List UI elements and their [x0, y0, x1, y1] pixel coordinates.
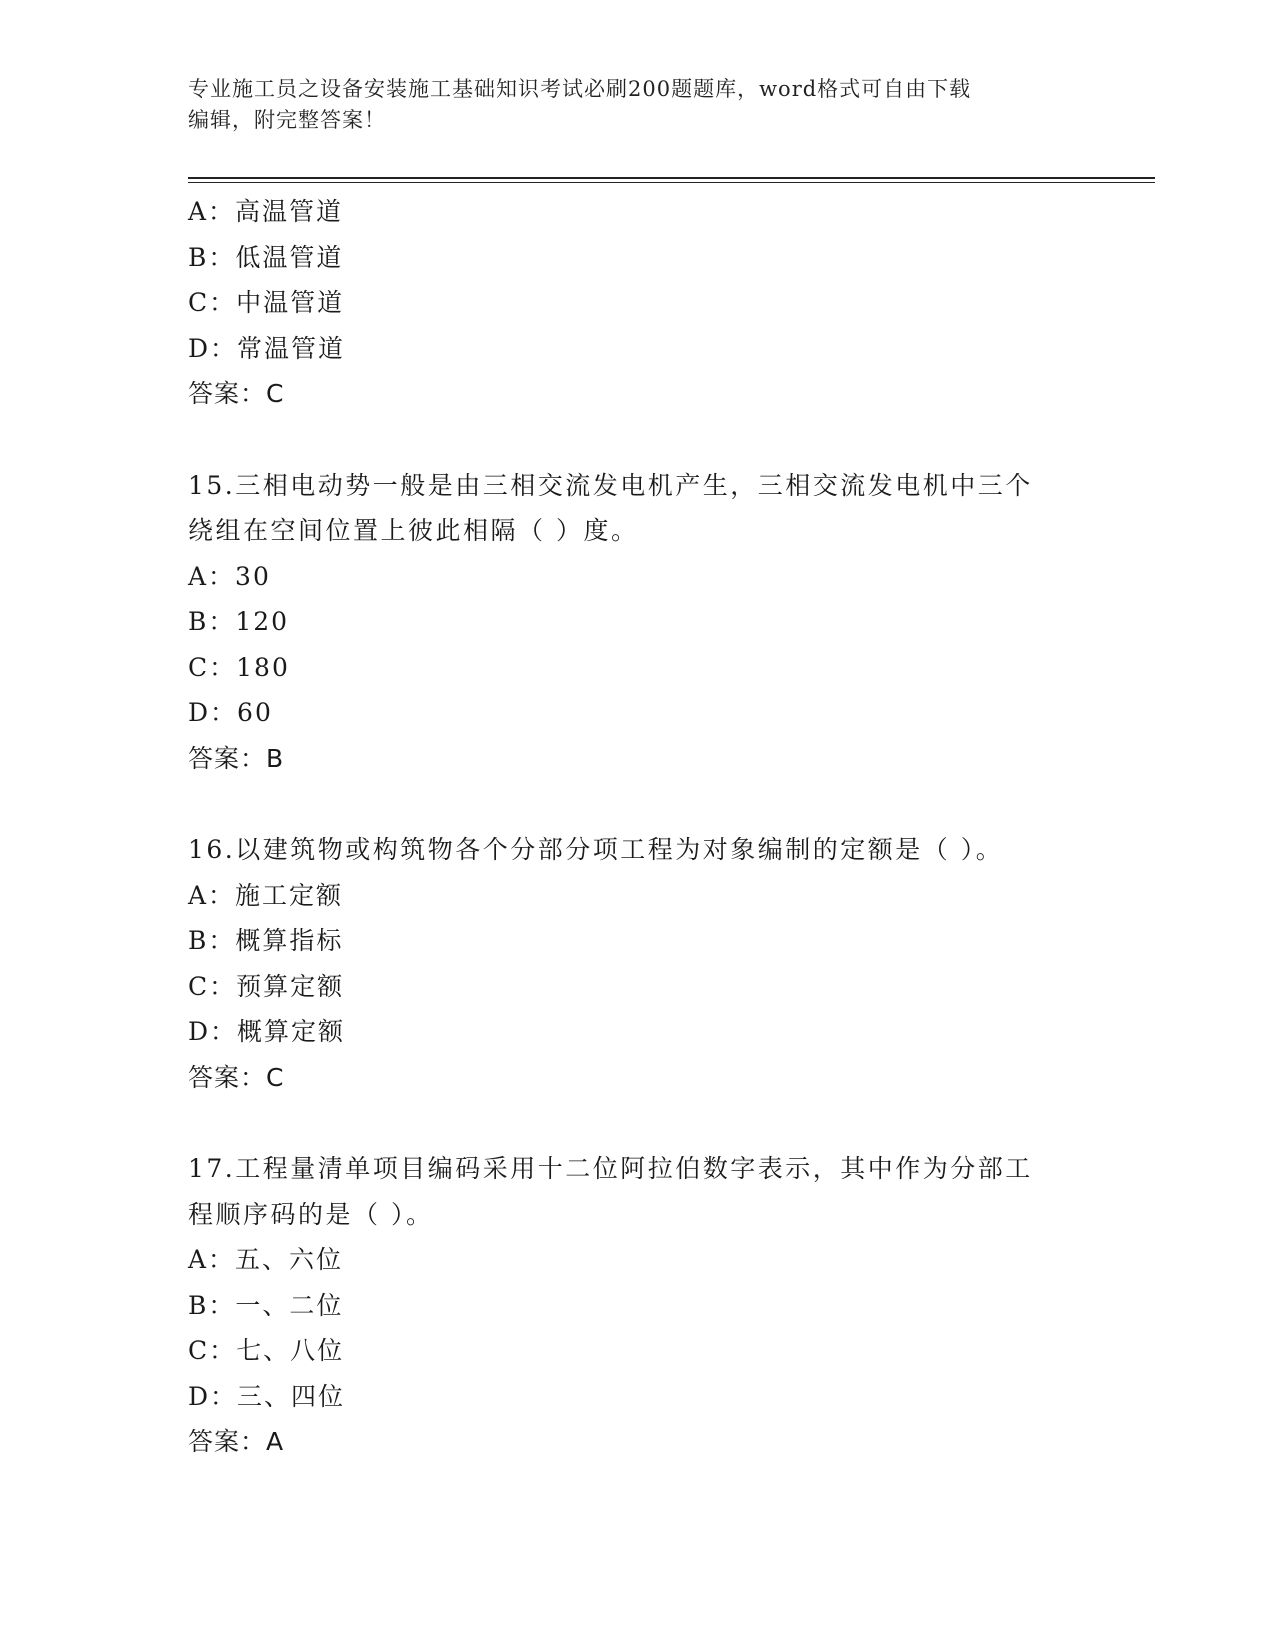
option-c: C：中温管道 — [188, 288, 345, 317]
option-b: B：低温管道 — [188, 242, 344, 272]
option-a: A：五、六位 — [188, 1245, 344, 1274]
question-stem-line1: 16.以建筑物或构筑物各个分部分项工程为对象编制的定额是（ ）。 — [188, 835, 1004, 864]
question-stem-line1: 15.三相电动势一般是由三相交流发电机产生，三相交流发电机中三个 — [188, 470, 1033, 500]
header-title-line2: 编辑，附完整答案！ — [188, 108, 386, 132]
question-spacer — [188, 417, 1088, 463]
question-15 — [188, 463, 1088, 782]
question-stem-line1: 17.工程量清单项目编码采用十二位阿拉伯数字表示，其中作为分部工 — [188, 1154, 1033, 1183]
option-b: B：120 — [188, 607, 290, 636]
option-d: D：60 — [188, 698, 273, 727]
answer: 答案：B — [188, 743, 285, 773]
option-d: D：常温管道 — [188, 333, 346, 363]
option-a: A：高温管道 — [188, 197, 344, 226]
header-title-line1: 专业施工员之设备安装施工基础知识考试必刷200题题库，word格式可自由下载 — [188, 77, 972, 101]
question-14 — [188, 189, 1088, 417]
option-a: A：30 — [188, 561, 271, 591]
answer: 答案：C — [188, 379, 285, 408]
header-divider-thick — [188, 177, 1155, 179]
option-d: D：概算定额 — [188, 1017, 346, 1046]
question-16 — [188, 827, 1088, 1100]
option-c: C：预算定额 — [188, 971, 345, 1001]
question-spacer — [188, 781, 1088, 827]
header-divider-thin — [188, 182, 1155, 183]
question-stem-line2: 程顺序码的是（ ）。 — [188, 1199, 434, 1229]
answer: 答案：C — [188, 1062, 285, 1092]
question-17 — [188, 1146, 1088, 1465]
question-list — [188, 189, 1088, 1465]
option-a: A：施工定额 — [188, 880, 344, 910]
answer: 答案：A — [188, 1427, 285, 1456]
page-header — [188, 74, 1068, 136]
option-b: B：概算指标 — [188, 926, 344, 955]
option-b: B：一、二位 — [188, 1290, 344, 1320]
question-spacer — [188, 1100, 1088, 1146]
question-stem-line2: 绕组在空间位置上彼此相隔（ ）度。 — [188, 516, 639, 545]
option-c: C：180 — [188, 652, 290, 682]
option-c: C：七、八位 — [188, 1336, 345, 1365]
option-d: D：三、四位 — [188, 1381, 346, 1411]
